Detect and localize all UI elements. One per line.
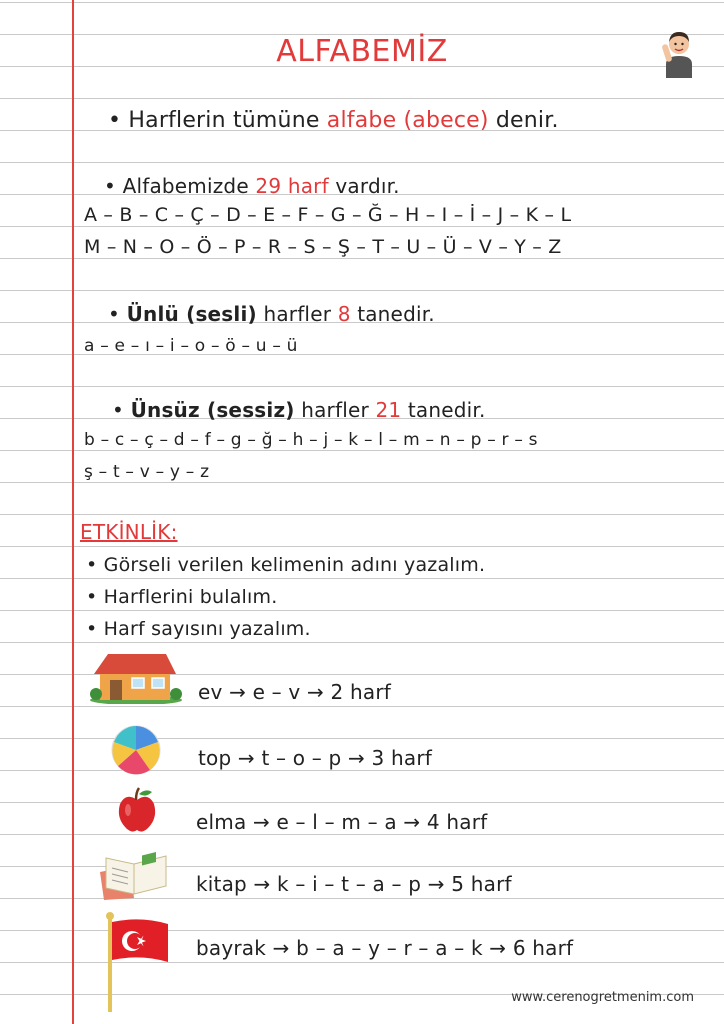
instruction-text: Harflerini bulalım. (103, 586, 278, 608)
bullet: • (108, 108, 122, 133)
instruction-1 (86, 554, 485, 576)
instruction-text: Görseli verilen kelimenin adını yazalım. (103, 554, 486, 576)
vowels-line (108, 302, 435, 326)
vowels-highlight: 8 (337, 302, 351, 326)
consonants-line (112, 398, 486, 422)
bullet: • (104, 174, 116, 198)
intro-post: denir. (495, 108, 559, 133)
activity-item-2: top → t – o – p → 3 harf (198, 746, 432, 770)
consonants-post: tanedir. (407, 398, 486, 422)
bullet: • (108, 302, 120, 326)
consonants-bold: Ünsüz (sessiz) (130, 398, 295, 422)
intro-highlight: alfabe (abece) (326, 108, 489, 133)
beach-ball-icon (110, 724, 162, 776)
consonants-row-1: b – c – ç – d – f – g – ğ – h – j – k – l – m – n – p – r – s (84, 430, 538, 450)
intro-line (108, 108, 559, 133)
house-icon (88, 650, 184, 704)
alphabet-row-2: M – N – O – Ö – P – R – S – Ş – T – U – Ü – V – Y – Z (84, 236, 562, 258)
apple-icon (116, 786, 158, 834)
consonants-row-2: ş – t – v – y – z (84, 462, 210, 482)
vowels-bold: Ünlü (sesli) (126, 302, 257, 326)
alphabet-pre: Alfabemizde (122, 174, 249, 198)
page-title: ALFABEMİZ (276, 34, 448, 69)
activity-item-3: elma → e – l – m – a → 4 harf (196, 810, 488, 834)
instruction-2 (86, 586, 277, 608)
consonants-highlight: 21 (375, 398, 402, 422)
margin-line (72, 0, 74, 1024)
alphabet-row-1: A – B – C – Ç – D – E – F – G – Ğ – H – I – İ – J – K – L (84, 204, 572, 226)
bullet: • (86, 554, 98, 576)
bullet: • (86, 586, 98, 608)
vowels-mid: harfler (263, 302, 332, 326)
book-icon (100, 852, 170, 900)
activity-item-1: ev → e – v → 2 harf (198, 680, 392, 704)
bullet: • (112, 398, 124, 422)
turkish-flag-icon (102, 910, 172, 1014)
bullet: • (86, 618, 98, 640)
alphabet-highlight: 29 harf (255, 174, 329, 198)
alphabet-line (104, 174, 400, 198)
intro-pre: Harflerin tümüne (128, 108, 320, 133)
instruction-text: Harf sayısını yazalım. (103, 618, 311, 640)
footer-url: www.cerenogretmenim.com (511, 990, 694, 1005)
instruction-3 (86, 618, 311, 640)
activity-item-4: kitap → k – i – t – a – p → 5 harf (196, 872, 512, 896)
alphabet-post: vardır. (335, 174, 400, 198)
consonants-mid: harfler (301, 398, 369, 422)
activity-heading: ETKİNLİK: (80, 520, 178, 544)
vowels-row: a – e – ı – i – o – ö – u – ü (84, 336, 298, 356)
activity-item-5: bayrak → b – a – y – r – a – k → 6 harf (196, 936, 574, 960)
vowels-post: tanedir. (357, 302, 435, 326)
